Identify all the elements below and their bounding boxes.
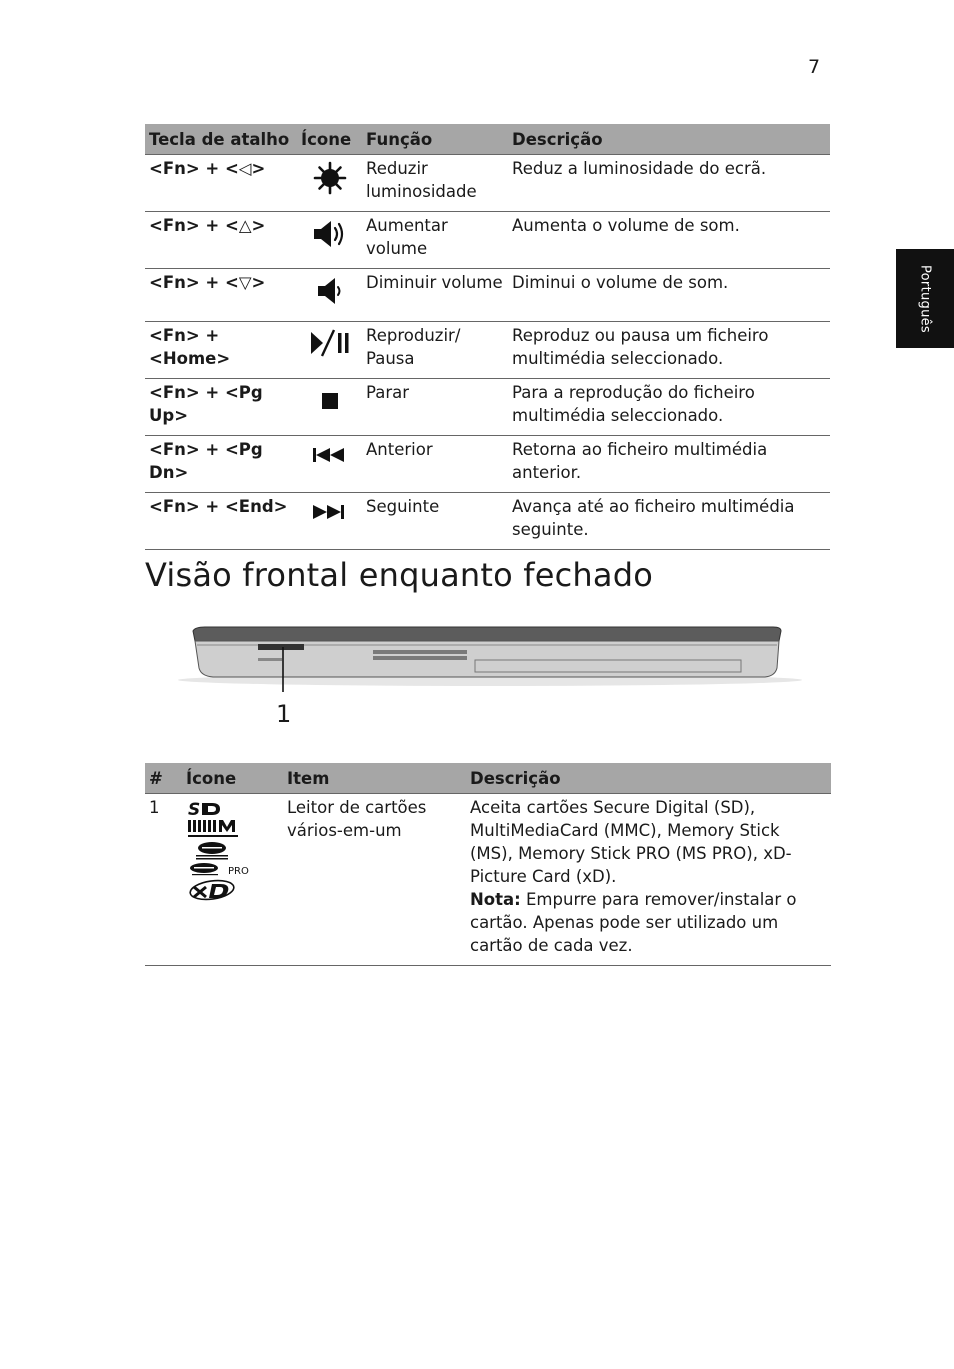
table-row	[145, 436, 830, 493]
hotkey-cell	[145, 379, 297, 436]
svg-text:S: S	[188, 800, 201, 818]
xd-picture-card-icon	[186, 878, 242, 902]
hotkey-suffix: >	[251, 216, 266, 235]
language-tab	[896, 249, 954, 348]
hotkey-symbol: ▽	[238, 273, 252, 292]
table-row	[145, 493, 830, 550]
function-cell: Aumentar volume	[362, 212, 508, 269]
column-header: #	[145, 763, 182, 794]
icon-cell	[297, 379, 362, 436]
icon-cell	[297, 322, 362, 379]
icon-cell	[297, 269, 362, 322]
language-tab-label: Português	[917, 264, 933, 333]
memory-stick-pro-icon	[186, 860, 256, 878]
table-row	[145, 794, 831, 966]
function-cell: Reduzir luminosidade	[362, 155, 508, 212]
callout-number: 1	[276, 700, 292, 728]
hotkey-prefix: <Fn> + <Pg Up>	[149, 383, 263, 425]
column-header: Descrição	[508, 124, 830, 155]
description-cell: Diminui o volume de som.	[508, 269, 830, 322]
hotkey-cell	[145, 322, 297, 379]
hotkey-prefix: <Fn> + <End>	[149, 497, 288, 516]
play-pause-icon	[308, 328, 352, 358]
next-track-icon	[310, 499, 350, 525]
stop-icon	[313, 385, 347, 413]
hotkey-cell	[145, 269, 297, 322]
hotkey-cell	[145, 155, 297, 212]
hotkey-table	[145, 124, 830, 550]
page-number: 7	[808, 56, 821, 78]
icon-cell	[297, 155, 362, 212]
hotkey-suffix: >	[251, 159, 266, 178]
description-cell: Retorna ao ficheiro multimédia anterior.	[508, 436, 830, 493]
column-header: Item	[283, 763, 466, 794]
column-header: Função	[362, 124, 508, 155]
hotkey-prefix: <Fn> + <Home>	[149, 326, 231, 368]
icon-cell	[182, 794, 283, 966]
function-cell: Parar	[362, 379, 508, 436]
description-cell: Reproduz ou pausa um ficheiro multimédia seleccionado.	[508, 322, 830, 379]
table-row	[145, 212, 830, 269]
column-header: Descrição	[466, 763, 831, 794]
item-cell: Leitor de cartões vários-em-um	[283, 794, 466, 966]
hotkey-prefix: <Fn> + <	[149, 273, 239, 292]
memory-stick-icon	[186, 840, 242, 860]
description-cell	[466, 794, 831, 966]
section-title: Visão frontal enquanto fechado	[145, 556, 653, 594]
table-header-row	[145, 763, 831, 794]
sd-card-icon	[186, 800, 228, 818]
volume-down-icon	[312, 275, 348, 307]
description-cell: Avança até ao ficheiro multimédia seguinte.	[508, 493, 830, 550]
description-cell: Aumenta o volume de som.	[508, 212, 830, 269]
table-row	[145, 379, 830, 436]
function-cell: Seguinte	[362, 493, 508, 550]
hotkey-symbol: △	[238, 216, 252, 235]
description-cell: Reduz a luminosidade do ecrã.	[508, 155, 830, 212]
hotkey-symbol: ◁	[238, 159, 252, 178]
front-view-table	[145, 763, 831, 966]
memory-stick-pro-label: PRO	[228, 866, 249, 877]
column-header: Ícone	[182, 763, 283, 794]
hotkey-prefix: <Fn> + <	[149, 216, 239, 235]
note-text: Empurre para remover/instalar o cartão. Apenas pode ser utilizado um cartão de cada vez.	[470, 890, 797, 955]
multimediacard-icon	[186, 818, 242, 840]
table-row	[145, 322, 830, 379]
hotkey-prefix: <Fn> + <	[149, 159, 239, 178]
hotkey-suffix: >	[251, 273, 266, 292]
hotkey-prefix: <Fn> + <Pg Dn>	[149, 440, 263, 482]
previous-track-icon	[310, 442, 350, 468]
laptop-front-view-illustration	[175, 622, 805, 696]
description-cell: Para a reprodução do ficheiro multimédia seleccionado.	[508, 379, 830, 436]
table-row	[145, 155, 830, 212]
brightness-down-icon	[313, 161, 347, 195]
column-header: Tecla de atalho	[145, 124, 297, 155]
volume-up-icon	[312, 218, 348, 250]
note-label: Nota:	[470, 890, 521, 909]
description-text: Aceita cartões Secure Digital (SD), MultiMediaCard (MMC), Memory Stick (MS), Memory Stick PRO (MS PRO), xD-Picture Card (xD).	[470, 798, 792, 886]
function-cell: Anterior	[362, 436, 508, 493]
hotkey-cell	[145, 493, 297, 550]
function-cell: Reproduzir/ Pausa	[362, 322, 508, 379]
column-header: Ícone	[297, 124, 362, 155]
hotkey-cell	[145, 436, 297, 493]
number-cell: 1	[145, 794, 182, 966]
table-header-row	[145, 124, 830, 155]
table-row	[145, 269, 830, 322]
hotkey-cell	[145, 212, 297, 269]
function-cell: Diminuir volume	[362, 269, 508, 322]
icon-cell	[297, 436, 362, 493]
icon-cell	[297, 493, 362, 550]
icon-cell	[297, 212, 362, 269]
